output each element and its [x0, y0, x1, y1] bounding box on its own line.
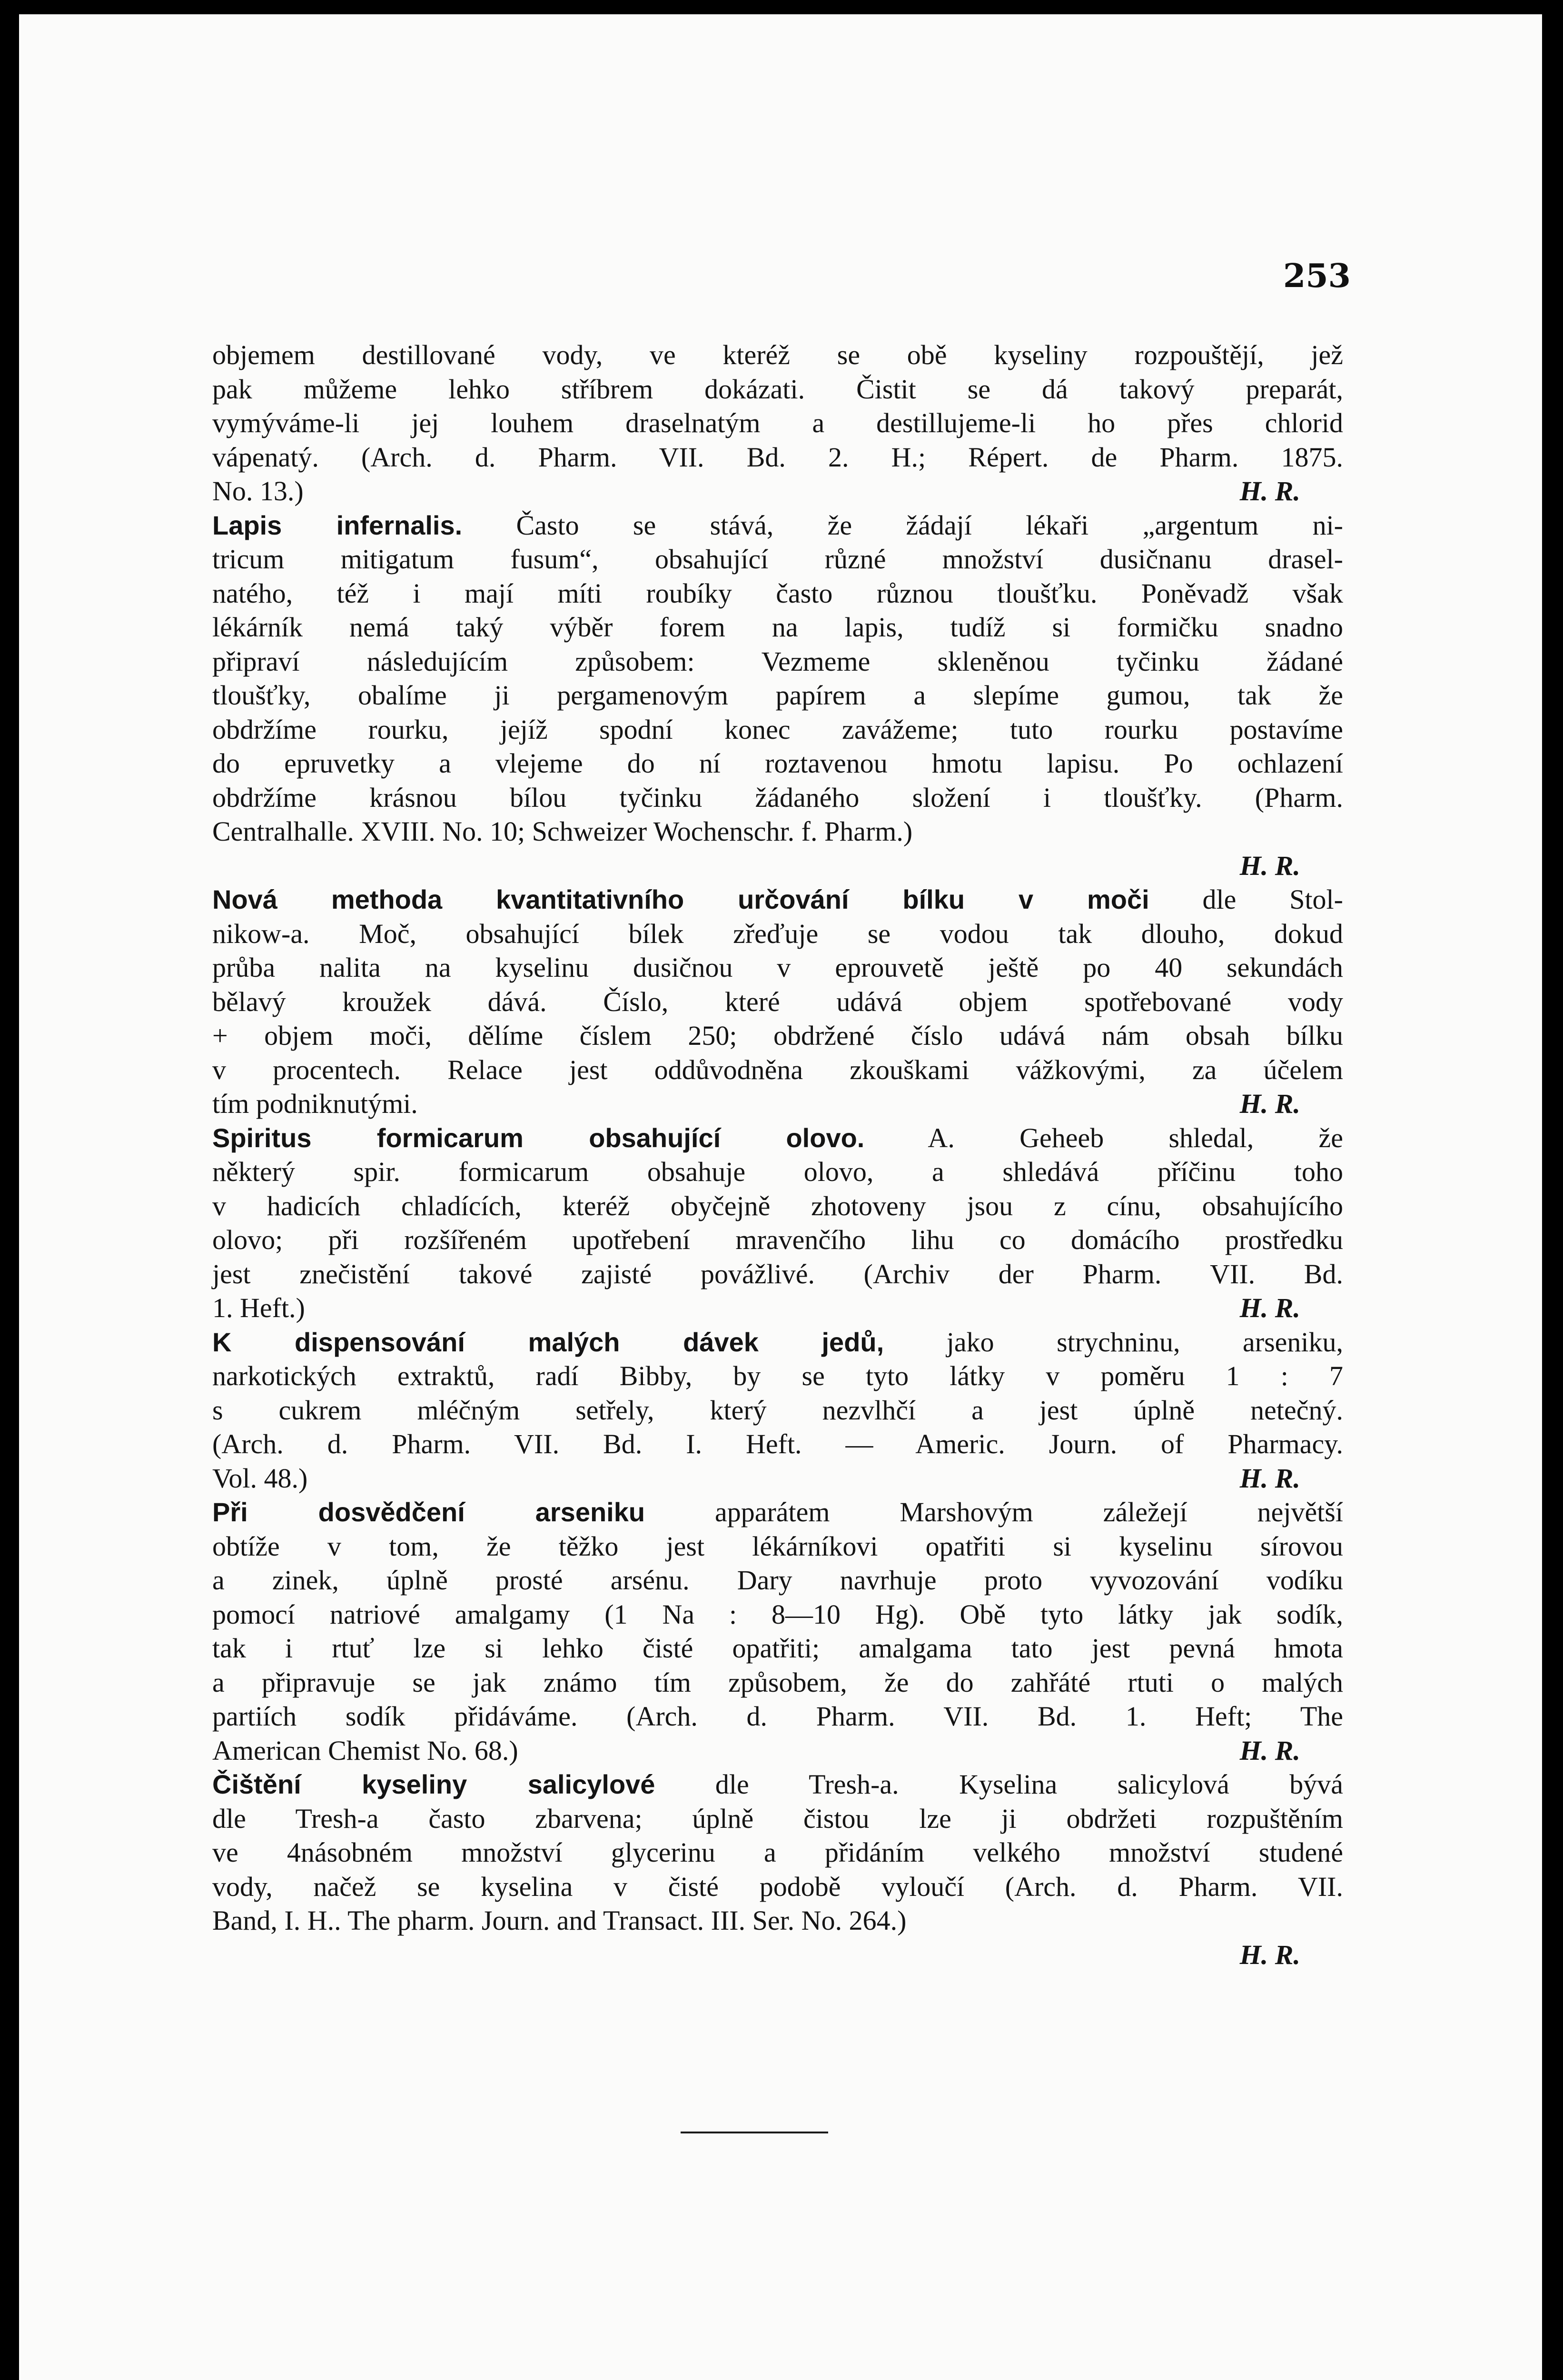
author-signature: H. R. [1239, 850, 1300, 881]
text-line: a zinek, úplně prosté arsénu. Dary navrhuje proto vyvozování vodíku [212, 1565, 1343, 1596]
author-signature: H. R. [1239, 1088, 1300, 1119]
text-run: dle Stol- [1149, 884, 1343, 915]
text-line: tricum mitigatum fusum“, obsahující různé množství dusičnanu drasel- [212, 544, 1343, 575]
author-signature: H. R. [1239, 476, 1300, 506]
text-line: obdržíme krásnou bílou tyčinku žádaného složení i tloušťky. (Pharm. [212, 782, 1343, 813]
text-line: ve 4násobném množství glycerinu a přidáním velkého množství studené [212, 1837, 1343, 1868]
author-signature: H. R. [1239, 1462, 1300, 1494]
text-line: natého, též i mají míti roubíky často různou tloušťku. Poněvadž však [212, 577, 1343, 609]
author-signature: H. R. [1239, 1735, 1300, 1766]
page-number: 253 [1283, 257, 1351, 295]
text-run: jako strychninu, arseniku, [884, 1326, 1343, 1358]
text-line [212, 508, 1343, 543]
text-run: tím podniknutými. [212, 1088, 418, 1119]
paragraph-albumin-method [212, 883, 1343, 1121]
text-line: v procentech. Relace jest oddůvodněna zkouškami vážkovými, za účelem [212, 1054, 1343, 1085]
text-line: lékárník nemá taký výběr forem na lapis, tudíž si formičku snadno [212, 612, 1343, 643]
paragraph-salicylic-acid [212, 1767, 1343, 1972]
article-text [212, 338, 1343, 1972]
paragraph-spiritus-formicarum [212, 1121, 1343, 1325]
paragraph-lapis-infernalis [212, 508, 1343, 883]
text-line: tak i rtuť lze si lehko čisté opatřiti; amalgama tato jest pevná hmota [212, 1633, 1343, 1664]
text-line: tloušťky, obalíme ji pergamenovým papírem a slepíme gumou, tak že [212, 680, 1343, 711]
reference-text: 1. Heft.) [212, 1292, 305, 1323]
text-line [212, 883, 1343, 917]
text-line: Band, I. H.. The pharm. Journ. and Transact. III. Ser. No. 264.) [212, 1905, 907, 1936]
text-line: (Arch. d. Pharm. VII. Bd. I. Heft. — Americ. Journ. of Pharmacy. [212, 1428, 1343, 1459]
paragraph-heading: Čištění kyseliny salicylové [212, 1769, 655, 1799]
text-line: jest znečistění takové zajisté povážlivé. (Archiv der Pharm. VII. Bd. [212, 1258, 1343, 1289]
text-line: + objem moči, dělíme číslem 250; obdržené číslo udává nám obsah bílku [212, 1020, 1343, 1051]
reference-text: No. 13.) [212, 476, 304, 506]
paragraph-arch-continuation [212, 338, 1343, 508]
text-line: pomocí natriové amalgamy (1 Na : 8—10 Hg). Obě tyto látky jak sodík, [212, 1598, 1343, 1630]
text-line: olovo; při rozšířeném upotřebení mravenčího lihu co domácího prostředku [212, 1224, 1343, 1255]
text-line [212, 1495, 1343, 1529]
text-line: vápenatý. (Arch. d. Pharm. VII. Bd. 2. H.; Répert. de Pharm. 1875. [212, 441, 1343, 473]
section-divider [681, 2132, 828, 2133]
text-line: připraví následujícím způsobem: Vezmeme skleněnou tyčinku žádané [212, 645, 1343, 677]
text-line [212, 1767, 1343, 1802]
paragraph-heading: Při dosvědčení arseniku [212, 1497, 645, 1527]
text-line [212, 1087, 1343, 1121]
text-line [212, 1121, 1343, 1155]
text-line: s cukrem mléčným setřely, který nezvlhčí a jest úplně netečný. [212, 1394, 1343, 1426]
text-run: A. Geheeb shledal, že [864, 1122, 1344, 1153]
text-line: nikow-a. Moč, obsahující bílek zřeďuje se vodou tak dlouho, dokud [212, 918, 1343, 949]
text-line: pak můžeme lehko stříbrem dokázati. Čistit se dá takový preparát, [212, 373, 1343, 405]
paragraph-heading: K dispensování malých dávek jedů, [212, 1327, 884, 1357]
text-line: a připravuje se jak známo tím způsobem, že do zahřáté rtuti o malých [212, 1666, 1343, 1698]
text-line [212, 1325, 1343, 1359]
text-line: dle Tresh-a často zbarvena; úplně čistou lze ji obdržeti rozpuštěním [212, 1803, 1343, 1834]
text-line [212, 1734, 1343, 1768]
text-line [212, 1291, 1343, 1325]
text-line [212, 474, 1343, 508]
text-line [212, 1461, 1343, 1496]
document-page [19, 14, 1542, 2380]
text-line: bělavý kroužek dává. Číslo, které udává objem spotřebované vody [212, 986, 1343, 1017]
text-line: Centralhalle. XVIII. No. 10; Schweizer Wochenschr. f. Pharm.) [212, 816, 913, 847]
text-run: Často se stává, že žádají lékaři „argentum ni- [462, 509, 1343, 541]
paragraph-poison-dispensing [212, 1325, 1343, 1496]
text-line: vody, načež se kyselina v čisté podobě vyloučí (Arch. d. Pharm. VII. [212, 1871, 1343, 1902]
paragraph-heading: Spiritus formicarum obsahující olovo. [212, 1122, 865, 1153]
text-line: objemem destillované vody, ve kteréž se obě kyseliny rozpouštějí, jež [212, 339, 1343, 370]
text-line: průba nalita na kyselinu dusičnou v eprouvetě ještě po 40 sekundách [212, 952, 1343, 983]
text-run: apparátem Marshovým záležejí největší [645, 1497, 1343, 1527]
author-signature: H. R. [1239, 1939, 1300, 1970]
text-line: partiích sodík přidáváme. (Arch. d. Pharm. VII. Bd. 1. Heft; The [212, 1701, 1343, 1732]
paragraph-heading: Lapis infernalis. [212, 510, 463, 540]
text-line: obtíže v tom, že těžko jest lékárníkovi opatřiti si kyselinu sírovou [212, 1530, 1343, 1562]
reference-text: American Chemist No. 68.) [212, 1735, 518, 1766]
text-line: vymýváme-li jej louhem draselnatým a destillujeme-li ho přes chlorid [212, 407, 1343, 438]
text-line: obdržíme rourku, jejíž spodní konec zavážeme; tuto rourku postavíme [212, 714, 1343, 745]
text-line: do epruvetky a vlejeme do ní roztavenou hmotu lapisu. Po ochlazení [212, 748, 1343, 779]
text-run: dle Tresh-a. Kyselina salicylová bývá [655, 1769, 1343, 1800]
text-line: některý spir. formicarum obsahuje olovo, a shledává příčinu toho [212, 1156, 1343, 1187]
reference-text: Vol. 48.) [212, 1462, 308, 1494]
text-line: narkotických extraktů, radí Bibby, by se tyto látky v poměru 1 : 7 [212, 1360, 1343, 1391]
text-line: v hadicích chladících, kteréž obyčejně zhotoveny jsou z cínu, obsahujícího [212, 1190, 1343, 1221]
author-signature: H. R. [1239, 1292, 1300, 1323]
paragraph-arsenic-detection [212, 1495, 1343, 1767]
paragraph-heading: Nová methoda kvantitativního určování bílku v moči [212, 884, 1149, 914]
